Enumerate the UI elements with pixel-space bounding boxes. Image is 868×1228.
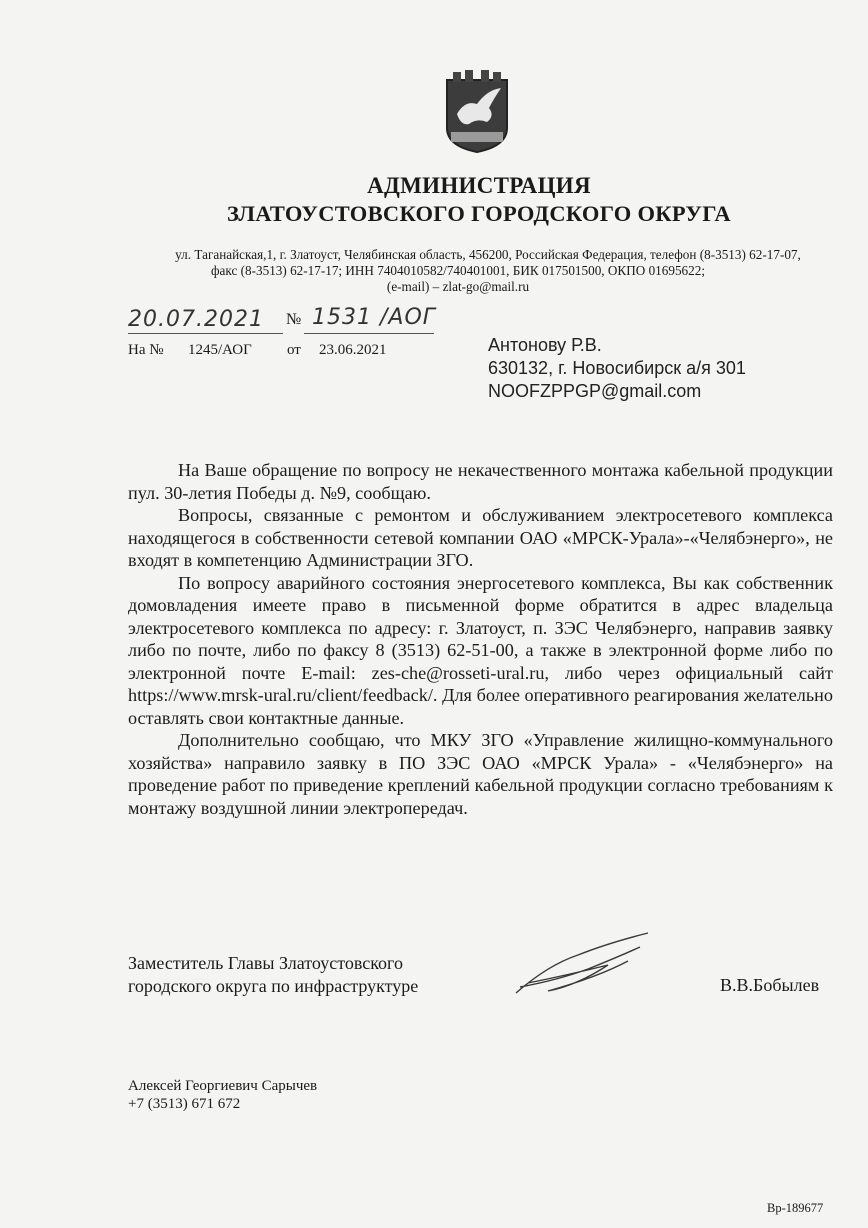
handwritten-number: 1531 /АОГ [312, 305, 437, 330]
ref-prefix: На № [128, 342, 164, 358]
recipient-block [488, 334, 746, 403]
executor-block [128, 1077, 317, 1113]
number-sign: № [286, 311, 302, 328]
paragraph-3: По вопросу аварийного состояния энергосетевого комплекса, Вы как собственник домовладения имеете право в письменной форме обратится в адрес владельца электросетевого комплекса по адресу: г. Златоуст, п. ЗЭС Челябэнерго, направив заявку либо по почте, либо по факсу 8 (3513) 62-51-00, а также в электронной форме либо по электронной почте E-mail: zes-che@rosseti-ural.ru, либо через официальный сайт https://www.mrsk-ural.ru/client/feedback/. Для более оперативного реагирования желательно оставлять свои контактные данные. [128, 572, 833, 728]
org-title-line1: АДМИНИСТРАЦИЯ [367, 173, 591, 198]
position-line1: Заместитель Главы Златоустовского [128, 953, 403, 973]
recipient-address: 630132, г. Новосибирск а/я 301 [488, 358, 746, 378]
coat-of-arms-icon [443, 70, 511, 154]
signatory-name: В.В.Бобылев [720, 975, 820, 995]
paragraph-2: Вопросы, связанные с ремонтом и обслуживанием электросетевого комплекса находящегося в собственности сетевой компании ОАО «МРСК-Урала»-«Челябэнерго», не входят в компетенцию Администрации ЗГО. [128, 505, 833, 570]
ref-from: от [287, 342, 301, 358]
recipient-email: NOOFZPPGP@gmail.com [488, 381, 702, 401]
executor-phone: +7 (3513) 671 672 [128, 1096, 241, 1112]
ref-date: 23.06.2021 [319, 342, 387, 358]
paragraph-1: На Ваше обращение по вопросу не некачественного монтажа кабельной продукции пул. 30-летия Победы д. №9, сообщаю. [128, 460, 833, 503]
document-code: Вр-189677 [767, 1201, 824, 1215]
org-email-line: (e-mail) – zlat-go@mail.ru [386, 279, 530, 294]
org-title-line2: ЗЛАТОУСТОВСКОГО ГОРОДСКОГО ОКРУГА [227, 201, 731, 226]
handwritten-date: 20.07.2021 [128, 307, 264, 332]
signatory-position [128, 952, 418, 998]
number-underline [304, 333, 434, 334]
org-address-line2: факс (8-3513) 62-17-17; ИНН 7404010582/740401001, БИК 017501500, ОКПО 01695622; [211, 263, 705, 278]
signature-icon [508, 925, 658, 1000]
date-underline [128, 333, 283, 334]
paragraph-4: Дополнительно сообщаю, что МКУ ЗГО «Управление жилищно-коммунального хозяйства» направило заявку в ПО ЗЭС ОАО «МРСК Урала» - «Челябэнерго» на проведение работ по приведение креплений кабельной продукции согласно требованиям к монтажу воздушной линии электропередач. [128, 730, 833, 818]
letter-body [128, 459, 833, 819]
executor-name: Алексей Георгиевич Сарычев [128, 1078, 318, 1094]
org-address-line1: ул. Таганайская,1, г. Златоуст, Челябинская область, 456200, Российская Федерация, телефон (8-3513) 62-17-07, [175, 247, 801, 262]
position-line2: городского округа по инфраструктуре [128, 976, 419, 996]
recipient-name: Антонову Р.В. [488, 335, 602, 355]
ref-number: 1245/АОГ [188, 342, 252, 358]
